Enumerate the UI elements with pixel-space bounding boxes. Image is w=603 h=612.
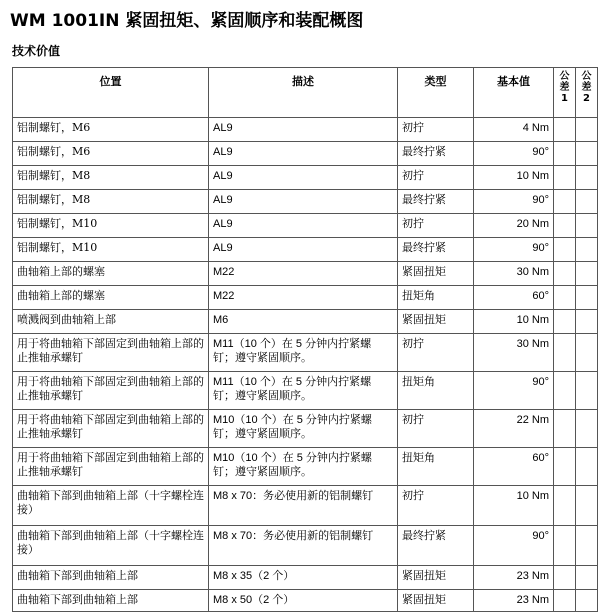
cell-description: M8 x 50（2 个） [209, 590, 398, 612]
table-row [13, 214, 598, 238]
cell-type: 初拧 [398, 214, 474, 238]
cell-description: M6 [209, 310, 398, 334]
cell-type: 初拧 [398, 118, 474, 142]
cell-tolerance-2 [576, 238, 598, 262]
cell-value: 30 Nm [474, 262, 554, 286]
table-row [13, 486, 598, 526]
table-row [13, 372, 598, 410]
cell-tolerance-1 [554, 262, 576, 286]
cell-position: 铝制螺钉，M10 [13, 238, 209, 262]
table-row [13, 262, 598, 286]
cell-tolerance-1 [554, 310, 576, 334]
cell-position: 喷溅阀到曲轴箱上部 [13, 310, 209, 334]
cell-value: 90° [474, 142, 554, 166]
cell-description: M22 [209, 262, 398, 286]
cell-description: M8 x 70：务必使用新的铝制螺钉 [209, 486, 398, 526]
cell-position: 曲轴箱下部到曲轴箱上部（十字螺栓连接） [13, 526, 209, 566]
cell-value: 90° [474, 372, 554, 410]
cell-position: 铝制螺钉，M6 [13, 142, 209, 166]
cell-value: 90° [474, 190, 554, 214]
table-row [13, 142, 598, 166]
table-row [13, 118, 598, 142]
cell-tolerance-2 [576, 262, 598, 286]
cell-tolerance-2 [576, 448, 598, 486]
cell-description: AL9 [209, 238, 398, 262]
cell-type: 最终拧紧 [398, 238, 474, 262]
cell-description: M8 x 70：务必使用新的铝制螺钉 [209, 526, 398, 566]
cell-tolerance-1 [554, 214, 576, 238]
header-tolerance-1 [554, 68, 576, 118]
cell-tolerance-1 [554, 486, 576, 526]
section-title: 技术价值 [12, 44, 61, 58]
header-base-value: 基本值 [474, 68, 554, 118]
table-row [13, 590, 598, 612]
table-row [13, 526, 598, 566]
cell-tolerance-1 [554, 526, 576, 566]
cell-tolerance-2 [576, 166, 598, 190]
cell-position: 曲轴箱下部到曲轴箱上部 [13, 566, 209, 590]
cell-tolerance-1 [554, 410, 576, 448]
header-description: 描述 [209, 68, 398, 118]
cell-value: 10 Nm [474, 310, 554, 334]
cell-description: AL9 [209, 190, 398, 214]
cell-tolerance-1 [554, 286, 576, 310]
cell-position: 曲轴箱上部的螺塞 [13, 286, 209, 310]
cell-type: 初拧 [398, 334, 474, 372]
cell-value: 22 Nm [474, 410, 554, 448]
cell-value: 60° [474, 448, 554, 486]
cell-tolerance-2 [576, 214, 598, 238]
cell-position: 曲轴箱下部到曲轴箱上部 [13, 590, 209, 612]
cell-value: 60° [474, 286, 554, 310]
cell-tolerance-2 [576, 410, 598, 448]
cell-position: 铝制螺钉，M10 [13, 214, 209, 238]
cell-tolerance-1 [554, 238, 576, 262]
cell-type: 初拧 [398, 166, 474, 190]
cell-tolerance-1 [554, 448, 576, 486]
cell-tolerance-1 [554, 166, 576, 190]
cell-type: 最终拧紧 [398, 142, 474, 166]
page-title: WM 1001IN 紧固扭矩、紧固顺序和装配概图 [10, 11, 364, 31]
cell-tolerance-1 [554, 190, 576, 214]
cell-position: 曲轴箱下部到曲轴箱上部（十字螺栓连接） [13, 486, 209, 526]
cell-type: 最终拧紧 [398, 526, 474, 566]
cell-description: AL9 [209, 214, 398, 238]
cell-type: 扭矩角 [398, 372, 474, 410]
cell-position: 用于将曲轴箱下部固定到曲轴箱上部的止推轴承螺钉 [13, 410, 209, 448]
cell-tolerance-2 [576, 590, 598, 612]
cell-description: M22 [209, 286, 398, 310]
cell-value: 20 Nm [474, 214, 554, 238]
cell-description: M11（10 个）在 5 分钟内拧紧螺钉；遵守紧固顺序。 [209, 372, 398, 410]
cell-position: 铝制螺钉，M8 [13, 190, 209, 214]
cell-position: 用于将曲轴箱下部固定到曲轴箱上部的止推轴承螺钉 [13, 448, 209, 486]
cell-type: 紧固扭矩 [398, 566, 474, 590]
cell-tolerance-2 [576, 310, 598, 334]
cell-position: 铝制螺钉，M6 [13, 118, 209, 142]
header-tolerance-2-label: 公差2 [581, 71, 592, 104]
cell-position: 用于将曲轴箱下部固定到曲轴箱上部的止推轴承螺钉 [13, 334, 209, 372]
table-row [13, 310, 598, 334]
table-row [13, 190, 598, 214]
cell-value: 23 Nm [474, 590, 554, 612]
header-type: 类型 [398, 68, 474, 118]
cell-type: 初拧 [398, 486, 474, 526]
cell-type: 紧固扭矩 [398, 262, 474, 286]
table-row [13, 238, 598, 262]
table-row [13, 410, 598, 448]
table-row [13, 334, 598, 372]
cell-tolerance-2 [576, 118, 598, 142]
cell-value: 90° [474, 526, 554, 566]
cell-type: 最终拧紧 [398, 190, 474, 214]
cell-value: 23 Nm [474, 566, 554, 590]
cell-tolerance-2 [576, 142, 598, 166]
table-row [13, 448, 598, 486]
cell-value: 10 Nm [474, 486, 554, 526]
header-tolerance-2 [576, 68, 598, 118]
cell-description: M11（10 个）在 5 分钟内拧紧螺钉；遵守紧固顺序。 [209, 334, 398, 372]
cell-tolerance-1 [554, 590, 576, 612]
cell-type: 扭矩角 [398, 448, 474, 486]
torque-table [12, 67, 598, 612]
cell-tolerance-1 [554, 372, 576, 410]
cell-type: 紧固扭矩 [398, 590, 474, 612]
cell-tolerance-1 [554, 334, 576, 372]
cell-value: 4 Nm [474, 118, 554, 142]
cell-type: 紧固扭矩 [398, 310, 474, 334]
cell-tolerance-2 [576, 286, 598, 310]
table-row [13, 286, 598, 310]
cell-tolerance-2 [576, 334, 598, 372]
cell-tolerance-1 [554, 142, 576, 166]
cell-description: M8 x 35（2 个） [209, 566, 398, 590]
cell-tolerance-1 [554, 118, 576, 142]
cell-type: 扭矩角 [398, 286, 474, 310]
cell-type: 初拧 [398, 410, 474, 448]
cell-value: 10 Nm [474, 166, 554, 190]
cell-description: AL9 [209, 166, 398, 190]
cell-tolerance-2 [576, 190, 598, 214]
cell-description: M10（10 个）在 5 分钟内拧紧螺钉；遵守紧固顺序。 [209, 410, 398, 448]
cell-position: 用于将曲轴箱下部固定到曲轴箱上部的止推轴承螺钉 [13, 372, 209, 410]
cell-description: AL9 [209, 118, 398, 142]
cell-position: 曲轴箱上部的螺塞 [13, 262, 209, 286]
cell-description: AL9 [209, 142, 398, 166]
cell-value: 90° [474, 238, 554, 262]
cell-tolerance-2 [576, 372, 598, 410]
cell-position: 铝制螺钉，M8 [13, 166, 209, 190]
cell-value: 30 Nm [474, 334, 554, 372]
table-header-row [13, 68, 598, 118]
table-row [13, 166, 598, 190]
cell-description: M10（10 个）在 5 分钟内拧紧螺钉；遵守紧固顺序。 [209, 448, 398, 486]
cell-tolerance-2 [576, 526, 598, 566]
header-tolerance-1-label: 公差1 [559, 71, 570, 104]
cell-tolerance-2 [576, 486, 598, 526]
header-position: 位置 [13, 68, 209, 118]
